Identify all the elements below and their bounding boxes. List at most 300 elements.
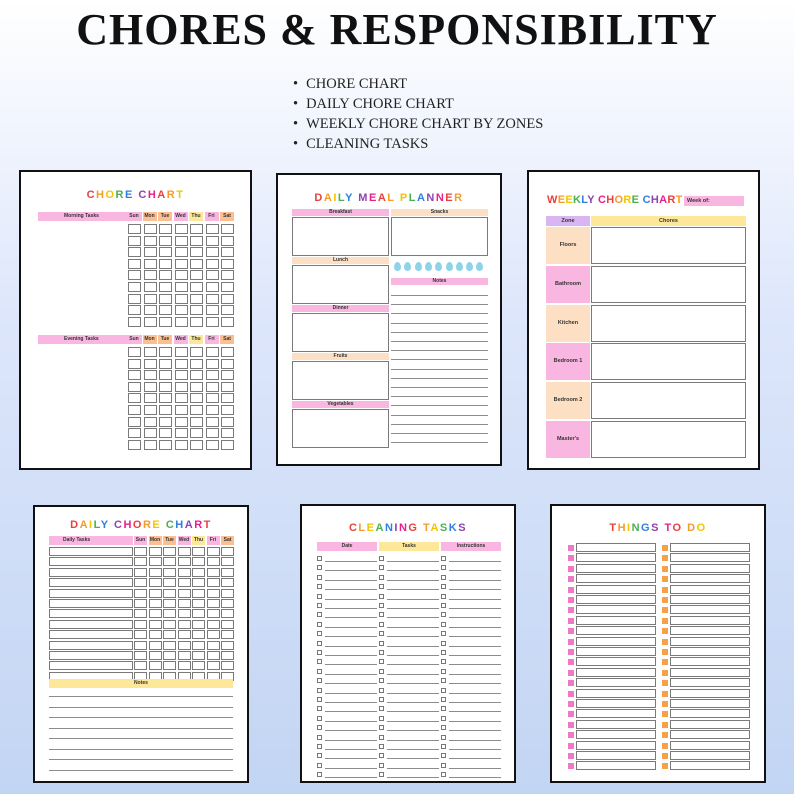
checkbox [317,622,322,627]
checkbox-cell [190,393,203,403]
checkbox-cell [149,641,162,650]
writing-line [49,759,233,760]
checkbox-cell [175,224,188,234]
checkbox-cell [206,440,219,450]
checkbox-cell [175,317,188,327]
task-row [49,630,133,639]
checkbox [441,575,446,580]
checkbox-cell [221,440,234,450]
meal-box [292,265,389,304]
column-header: Tasks [379,542,439,551]
checkbox-cell [159,247,172,257]
meal-box [292,361,389,400]
writing-line [387,636,439,637]
task-row [49,568,133,577]
checkbox [441,716,446,721]
checkbox-cell [221,382,234,392]
checkbox-cell [207,589,220,598]
todo-marker [568,576,574,582]
writing-line [325,749,377,750]
todo-marker [662,743,668,749]
checkbox-cell [159,370,172,380]
checkbox-cell [206,405,219,415]
todo-line [670,751,750,760]
checkbox-cell [190,370,203,380]
checkbox-cell [144,405,157,415]
checkbox-cell [175,236,188,246]
water-drop-icon [435,262,442,271]
checkbox-cell [144,428,157,438]
checkbox-cell [207,599,220,608]
writing-line [449,608,501,609]
water-drop-icon [425,262,432,271]
task-row [49,557,133,566]
checkbox [317,716,322,721]
day-header: Mon [149,537,161,543]
checkbox-cell [178,547,191,556]
feature-item: • CLEANING TASKS [293,134,543,154]
todo-marker [662,628,668,634]
writing-line [391,304,488,305]
checkbox-cell [163,609,176,618]
writing-line [391,424,488,425]
writing-line [325,693,377,694]
todo-line [670,741,750,750]
checkbox [317,631,322,636]
checkbox-cell [159,359,172,369]
checkbox-cell [206,393,219,403]
checkbox-cell [221,428,234,438]
day-header: Wed [175,213,186,219]
writing-line [449,561,501,562]
day-header: Thu [189,335,203,344]
checkbox-cell [144,236,157,246]
checkbox [317,603,322,608]
checkbox [441,594,446,599]
checkbox-cell [128,282,141,292]
checkbox-cell [163,661,176,670]
writing-line [49,728,233,729]
writing-line [391,433,488,434]
checkbox-cell [149,547,162,556]
column-header: Instructions [441,542,501,551]
writing-line [325,702,377,703]
checkbox-cell [163,641,176,650]
todo-marker [662,670,668,676]
todo-line [670,616,750,625]
checkbox-cell [192,661,205,670]
checkbox-cell [221,568,234,577]
checkbox-cell [221,305,234,315]
todo-line [576,678,656,687]
checkbox-cell [206,236,219,246]
checkbox-cell [149,630,162,639]
day-header: Sat [221,536,234,545]
checkbox-cell [128,370,141,380]
todo-marker [662,732,668,738]
writing-line [387,608,439,609]
writing-line [325,655,377,656]
writing-line [387,721,439,722]
todo-marker [568,628,574,634]
checkbox-cell [221,347,234,357]
day-header: Tue [163,536,176,545]
water-drop-icon [456,262,463,271]
feature-list [293,74,543,154]
todo-marker [568,753,574,759]
weekly-chart-title: WEEKLY CHORE CHART [547,194,683,206]
chore-chart-sheet [19,170,252,470]
checkbox-cell [149,568,162,577]
checkbox-cell [149,589,162,598]
writing-line [449,758,501,759]
writing-line [325,740,377,741]
todo-marker [568,680,574,686]
checkbox-cell [192,609,205,618]
checkbox-cell [134,609,147,618]
todo-line [576,647,656,656]
todo-marker [662,722,668,728]
writing-line [325,711,377,712]
day-header: Mon [144,213,155,219]
checkbox-cell [207,620,220,629]
checkbox-cell [163,599,176,608]
snacks-box [391,217,488,256]
todo-marker [662,607,668,613]
todo-marker [568,732,574,738]
checkbox-cell [206,382,219,392]
checkbox-cell [128,417,141,427]
weekly-chore-chart-sheet [527,170,760,470]
writing-line [387,617,439,618]
todo-line [576,626,656,635]
checkbox [317,669,322,674]
daily-chore-chart-sheet [33,505,249,783]
writing-line [449,646,501,647]
checkbox-cell [207,641,220,650]
todo-line [576,741,656,750]
todo-marker [662,639,668,645]
zone-label: Bedroom 1 [546,343,590,380]
checkbox [317,565,322,570]
checkbox-cell [207,630,220,639]
writing-line [391,341,488,342]
writing-line [49,749,233,750]
checkbox-cell [221,620,234,629]
checkbox [441,641,446,646]
checkbox-cell [178,651,191,660]
todo-line [576,543,656,552]
writing-line [325,636,377,637]
checkbox [379,556,384,561]
checkbox-cell [190,417,203,427]
checkbox-cell [128,359,141,369]
checkbox [317,575,322,580]
checkbox-cell [221,599,234,608]
checkbox-cell [144,359,157,369]
todo-marker [568,691,574,697]
writing-line [387,674,439,675]
checkbox-cell [128,247,141,257]
writing-line [387,580,439,581]
task-row [49,578,133,587]
todo-line [576,605,656,614]
checkbox-cell [134,547,147,556]
day-header: Mon [144,336,155,342]
checkbox-cell [190,428,203,438]
todo-line [576,595,656,604]
writing-line [391,387,488,388]
writing-line [325,674,377,675]
page-title: CHORES & RESPONSIBILITY [76,5,718,54]
checkbox-cell [206,270,219,280]
checkbox [379,650,384,655]
writing-line [387,627,439,628]
checkbox-cell [144,347,157,357]
checkbox-cell [144,259,157,269]
checkbox-cell [221,578,234,587]
morning-tasks-label: Morning Tasks [38,212,142,221]
checkbox-cell [190,382,203,392]
checkbox [379,772,384,777]
checkbox [379,594,384,599]
checkbox-cell [192,620,205,629]
writing-line [49,738,233,739]
todo-marker [568,639,574,645]
todo-marker [568,659,574,665]
checkbox [441,650,446,655]
checkbox [441,725,446,730]
todo-marker [568,607,574,613]
checkbox [317,659,322,664]
checkbox-cell [134,620,147,629]
writing-line [449,777,501,778]
checkbox-cell [159,428,172,438]
checkbox [317,744,322,749]
day-header: Thu [193,537,204,543]
writing-line [387,758,439,759]
checkbox-cell [178,578,191,587]
todo-marker [662,576,668,582]
meal-box [292,409,389,448]
writing-line [325,599,377,600]
writing-line [449,617,501,618]
checkbox-cell [175,440,188,450]
checkbox [379,753,384,758]
writing-line [325,721,377,722]
writing-line [325,617,377,618]
checkbox-cell [134,651,147,660]
writing-line [49,696,233,697]
checkbox [441,556,446,561]
checkbox-cell [134,568,147,577]
todo-marker [662,597,668,603]
todo-line [576,761,656,770]
checkbox-cell [221,651,234,660]
checkbox-cell [206,347,219,357]
checkbox-cell [192,599,205,608]
checkbox-cell [190,347,203,357]
todo-line [576,637,656,646]
writing-line [325,580,377,581]
checkbox [441,735,446,740]
task-row [49,547,133,556]
checkbox [317,725,322,730]
todo-marker [662,649,668,655]
checkbox-cell [206,294,219,304]
todo-marker [662,566,668,572]
checkbox [317,584,322,589]
writing-line [387,646,439,647]
water-drop-icon [446,262,453,271]
checkbox-cell [163,651,176,660]
writing-line [387,768,439,769]
checkbox-cell [221,589,234,598]
writing-line [387,655,439,656]
checkbox [441,603,446,608]
checkbox-cell [192,641,205,650]
checkbox [379,631,384,636]
writing-line [391,332,488,333]
checkbox [317,735,322,740]
checkbox-cell [221,282,234,292]
meal-section-label: Lunch [292,257,389,264]
checkbox [379,688,384,693]
notes-label: Notes [49,679,233,688]
feature-item: • CHORE CHART [293,74,543,94]
todo-line [576,689,656,698]
todo-marker [568,597,574,603]
checkbox-cell [144,282,157,292]
checkbox [441,772,446,777]
things-to-do-title: THINGS TO DO [609,522,707,534]
checkbox-cell [159,294,172,304]
checkbox-cell [144,370,157,380]
writing-line [387,777,439,778]
day-header: Wed [178,537,190,543]
checkbox-cell [128,236,141,246]
checkbox-cell [175,405,188,415]
checkbox-cell [163,568,176,577]
checkbox-cell [207,578,220,587]
checkbox-cell [178,557,191,566]
checkbox-cell [192,557,205,566]
writing-line [449,768,501,769]
todo-line [670,761,750,770]
checkbox-cell [221,370,234,380]
writing-line [449,740,501,741]
checkbox-cell [206,370,219,380]
todo-line [670,564,750,573]
todo-marker [662,618,668,624]
cleaning-tasks-title: CLEANING TASKS [348,522,468,534]
writing-line [325,646,377,647]
checkbox-cell [221,270,234,280]
checkbox-cell [178,620,191,629]
checkbox-cell [190,224,203,234]
checkbox [379,669,384,674]
checkbox-cell [221,557,234,566]
task-row [49,641,133,650]
todo-marker [662,701,668,707]
checkbox-cell [144,270,157,280]
todo-marker [568,555,574,561]
notes-label: Notes [391,278,488,285]
day-header: Sat [220,335,234,344]
writing-line [387,570,439,571]
todo-marker [662,545,668,551]
checkbox-cell [159,440,172,450]
day-header: Wed [175,336,186,342]
checkbox-cell [221,661,234,670]
checkbox-cell [159,236,172,246]
checkbox [317,678,322,683]
checkbox-cell [175,428,188,438]
checkbox [379,725,384,730]
checkbox [379,575,384,580]
checkbox-cell [206,417,219,427]
checkbox-cell [144,440,157,450]
checkbox-cell [128,259,141,269]
todo-line [670,668,750,677]
checkbox-cell [149,661,162,670]
todo-line [670,720,750,729]
checkbox-cell [159,417,172,427]
checkbox [441,612,446,617]
todo-line [670,678,750,687]
meal-section-label: Vegetables [292,401,389,408]
chores-box [591,227,746,264]
zone-label: Floors [546,227,590,264]
checkbox-cell [175,247,188,257]
checkbox-cell [175,259,188,269]
checkbox [441,565,446,570]
checkbox-cell [128,393,141,403]
todo-line [576,585,656,594]
writing-line [49,707,233,708]
zone-label: Master's [546,421,590,458]
writing-line [325,627,377,628]
checkbox-cell [192,578,205,587]
writing-line [391,295,488,296]
todo-marker [568,545,574,551]
writing-line [391,442,488,443]
checkbox-cell [128,347,141,357]
checkbox [379,603,384,608]
day-header: Tue [158,212,172,221]
checkbox-cell [178,661,191,670]
checkbox [441,744,446,749]
checkbox-cell [178,630,191,639]
todo-marker [662,711,668,717]
writing-line [325,768,377,769]
writing-line [391,405,488,406]
water-drop-icon [476,262,483,271]
checkbox [379,612,384,617]
checkbox-cell [178,568,191,577]
writing-line [391,396,488,397]
todo-marker [568,743,574,749]
checkbox-cell [178,599,191,608]
writing-line [449,711,501,712]
todo-marker [568,587,574,593]
day-header: Tue [158,335,172,344]
writing-line [49,717,233,718]
checkbox-cell [175,282,188,292]
zone-label: Kitchen [546,305,590,342]
checkbox-cell [190,247,203,257]
checkbox-cell [206,359,219,369]
